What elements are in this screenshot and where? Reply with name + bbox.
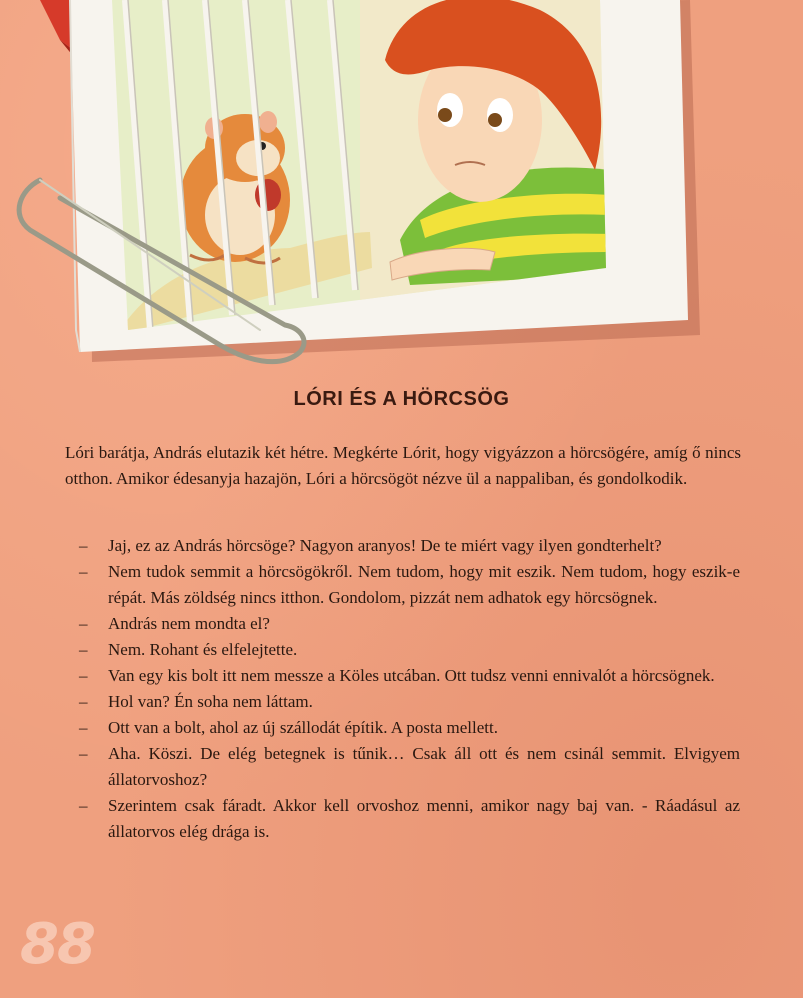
dialogue-line bbox=[75, 689, 740, 715]
dialogue-text: Ott van a bolt, ahol az új szállodát építik. A posta mellett. bbox=[108, 718, 498, 737]
dialogue-text: Szerintem csak fáradt. Akkor kell orvoshoz menni, amikor nagy baj van. - Ráadásul az állatorvos elég drága is. bbox=[108, 796, 740, 841]
story-illustration bbox=[0, 0, 803, 380]
dialogue-line bbox=[75, 533, 740, 559]
dialogue-list bbox=[75, 533, 740, 845]
dialogue-line bbox=[75, 715, 740, 741]
dialogue-dash: – bbox=[79, 536, 88, 555]
dialogue-line bbox=[75, 741, 740, 793]
dialogue-dash: – bbox=[79, 562, 88, 581]
dialogue-line bbox=[75, 637, 740, 663]
dialogue-text: András nem mondta el? bbox=[108, 614, 270, 633]
dialogue-dash: – bbox=[79, 692, 88, 711]
dialogue-text: Aha. Köszi. De elég betegnek is tűnik… Csak áll ott és nem csinál semmit. Elvigyem állatorvoshoz? bbox=[108, 744, 740, 789]
dialogue-dash: – bbox=[79, 614, 88, 633]
dialogue-dash: – bbox=[79, 718, 88, 737]
dialogue-line bbox=[75, 559, 740, 611]
dialogue-dash: – bbox=[79, 666, 88, 685]
dialogue-dash: – bbox=[79, 796, 88, 815]
dialogue-text: Van egy kis bolt itt nem messze a Köles utcában. Ott tudsz venni ennivalót a hörcsögnek. bbox=[108, 666, 715, 685]
dialogue-text: Jaj, ez az András hörcsöge? Nagyon aranyos! De te miért vagy ilyen gondterhelt? bbox=[108, 536, 662, 555]
dialogue-line bbox=[75, 793, 740, 845]
dialogue-line bbox=[75, 663, 740, 689]
dialogue-text: Hol van? Én soha nem láttam. bbox=[108, 692, 313, 711]
dialogue-text: Nem. Rohant és elfelejtette. bbox=[108, 640, 298, 659]
dialogue-dash: – bbox=[79, 640, 88, 659]
page-number: 88 bbox=[20, 912, 94, 977]
dialogue-line bbox=[75, 611, 740, 637]
dialogue-dash: – bbox=[79, 744, 88, 763]
story-title: LÓRI ÉS A HÖRCSÖG bbox=[293, 388, 510, 410]
dialogue-text: Nem tudok semmit a hörcsögökről. Nem tudom, hogy mit eszik. Nem tudom, hogy eszik-e répát. Más zöldség nincs itthon. Gondolom, pizzát nem adhatok egy hörcsögnek. bbox=[108, 562, 740, 607]
intro-paragraph: Lóri barátja, András elutazik két hétre. Megkérte Lórit, hogy vigyázzon a hörcsögére, amíg ő nincs otthon. Amikor édesanyja hazajön, Lóri a hörcsögöt nézve ül a nappaliban, és gondolkodik. bbox=[65, 443, 741, 488]
